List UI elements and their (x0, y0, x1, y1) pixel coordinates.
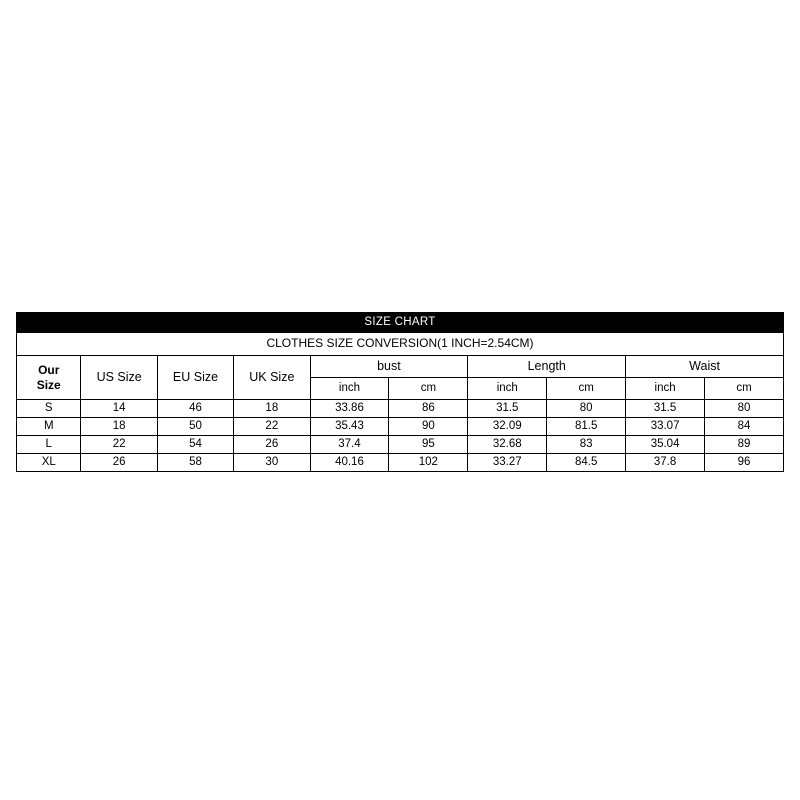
header-our-size-line2: Size (36, 377, 61, 392)
cell-length-inch: 33.27 (468, 454, 547, 472)
cell-bust-inch: 35.43 (310, 418, 389, 436)
unit-waist-inch: inch (626, 378, 705, 400)
cell-our-size: L (17, 436, 81, 454)
cell-waist-cm: 96 (705, 454, 784, 472)
cell-waist-inch: 31.5 (626, 400, 705, 418)
cell-waist-cm: 80 (705, 400, 784, 418)
cell-length-cm: 83 (547, 436, 626, 454)
cell-our-size: XL (17, 454, 81, 472)
cell-us-size: 18 (81, 418, 157, 436)
size-chart-table (16, 312, 784, 472)
cell-bust-cm: 86 (389, 400, 468, 418)
chart-title: SIZE CHART (17, 313, 784, 333)
cell-uk-size: 26 (234, 436, 310, 454)
chart-subtitle-row (17, 333, 784, 356)
unit-length-inch: inch (468, 378, 547, 400)
table-row (17, 436, 784, 454)
cell-eu-size: 46 (157, 400, 233, 418)
unit-waist-cm: cm (705, 378, 784, 400)
cell-us-size: 14 (81, 400, 157, 418)
cell-waist-inch: 35.04 (626, 436, 705, 454)
cell-bust-inch: 33.86 (310, 400, 389, 418)
cell-length-cm: 80 (547, 400, 626, 418)
cell-length-cm: 84.5 (547, 454, 626, 472)
cell-waist-cm: 89 (705, 436, 784, 454)
cell-bust-inch: 37.4 (310, 436, 389, 454)
cell-eu-size: 54 (157, 436, 233, 454)
unit-length-cm: cm (547, 378, 626, 400)
header-our-size-line1: Our (38, 362, 60, 377)
cell-bust-cm: 95 (389, 436, 468, 454)
chart-title-row (17, 313, 784, 333)
chart-subtitle: CLOTHES SIZE CONVERSION(1 INCH=2.54CM) (17, 333, 784, 356)
cell-bust-cm: 90 (389, 418, 468, 436)
cell-uk-size: 30 (234, 454, 310, 472)
header-our-size (17, 356, 81, 400)
cell-uk-size: 18 (234, 400, 310, 418)
unit-bust-cm: cm (389, 378, 468, 400)
cell-waist-inch: 33.07 (626, 418, 705, 436)
cell-waist-cm: 84 (705, 418, 784, 436)
header-bust: bust (310, 356, 468, 378)
unit-bust-inch: inch (310, 378, 389, 400)
header-length: Length (468, 356, 626, 378)
cell-length-cm: 81.5 (547, 418, 626, 436)
cell-length-inch: 32.68 (468, 436, 547, 454)
cell-length-inch: 31.5 (468, 400, 547, 418)
cell-our-size: S (17, 400, 81, 418)
header-uk-size: UK Size (234, 356, 310, 400)
header-waist: Waist (626, 356, 784, 378)
cell-waist-inch: 37.8 (626, 454, 705, 472)
cell-us-size: 26 (81, 454, 157, 472)
cell-length-inch: 32.09 (468, 418, 547, 436)
table-row (17, 454, 784, 472)
table-row (17, 418, 784, 436)
cell-us-size: 22 (81, 436, 157, 454)
header-us-size: US Size (81, 356, 157, 400)
cell-bust-cm: 102 (389, 454, 468, 472)
cell-our-size: M (17, 418, 81, 436)
cell-bust-inch: 40.16 (310, 454, 389, 472)
size-chart-container (16, 312, 784, 472)
header-eu-size: EU Size (157, 356, 233, 400)
cell-uk-size: 22 (234, 418, 310, 436)
cell-eu-size: 50 (157, 418, 233, 436)
cell-eu-size: 58 (157, 454, 233, 472)
header-group-row (17, 356, 784, 378)
table-row (17, 400, 784, 418)
